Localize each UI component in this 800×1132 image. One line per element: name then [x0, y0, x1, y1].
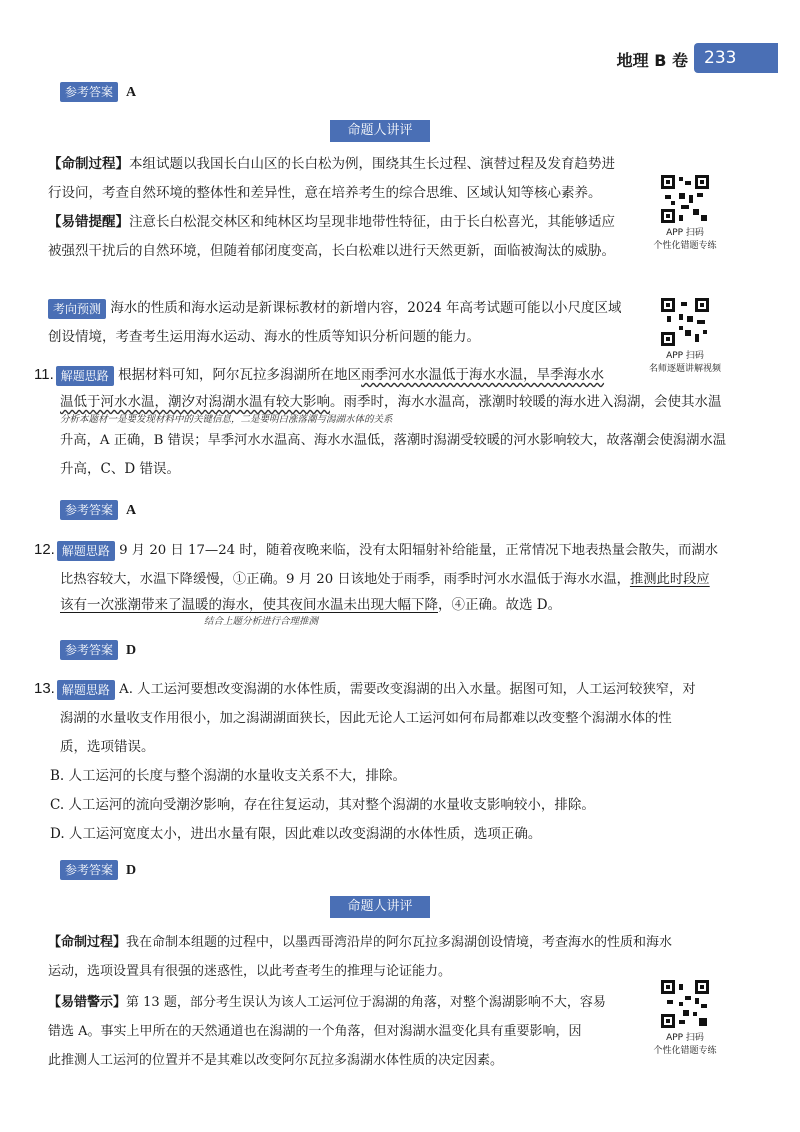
warning-line-3: 此推测人工运河的位置并不是其难以改变阿尔瓦拉多潟湖水体性质的决定因素。: [48, 1053, 504, 1068]
question-13: [34, 674, 740, 849]
q13-text: 潟湖的水量收支作用很小，加之潟湖湖面狭长，因此无论人工运河如何布局都难以改变整个潟湖水体的性: [60, 711, 672, 726]
subject-title: 地理 B 卷: [616, 51, 688, 70]
answer-tag: 参考答案: [60, 82, 118, 102]
q13-text: A. 人工运河要想改变潟湖的水体性质，需要改变潟湖的出入水量。据图可知，人工运河较狭窄，对: [119, 682, 696, 697]
qr-code-icon[interactable]: [661, 298, 709, 346]
answer-value: D: [126, 863, 137, 878]
qr-code-icon[interactable]: [661, 980, 709, 1028]
q12-text: 比热容较大，水温下降缓慢，①正确。9 月 20 日该地处于雨季，雨季时河水水温低于海水水温，: [60, 572, 630, 587]
process-line-2: 行设问，考查自然环境的整体性和差异性，意在培养考生的综合思维、区域认知等核心素养。: [48, 185, 602, 201]
handwritten-note: 结合上题分析进行合理推测: [204, 616, 319, 627]
answer-row: [60, 640, 136, 660]
q11-text: 升高，C、D 错误。: [60, 461, 180, 477]
qr-caption-2: 个性化错题专练: [653, 1046, 717, 1056]
process-line-2: 运动，选项设置具有很强的迷惑性，以此考查考生的推理与论证能力。: [48, 964, 452, 979]
answer-row: [60, 500, 136, 520]
q12-highlight: 该有一次涨潮带来了温暖的海水，使其夜间水温未出现大幅下降: [60, 597, 438, 613]
answer-value: A: [126, 503, 137, 518]
forecast-section: [48, 294, 633, 352]
warning-label: 【易错警示】: [48, 995, 127, 1010]
commentary-process: [48, 928, 748, 986]
answer-tag: 参考答案: [60, 500, 118, 520]
answer-value: A: [126, 85, 137, 100]
approach-tag: 解题思路: [57, 541, 115, 561]
approach-tag: 解题思路: [56, 366, 114, 386]
process-line-1: 我在命制本组题的过程中，以墨西哥湾沿岸的阿尔瓦拉多潟湖创设情境，考查海水的性质和海水: [126, 935, 673, 950]
process-label: 【命制过程】: [48, 935, 127, 950]
question-number: 12.: [34, 541, 55, 558]
question-11: [34, 360, 734, 484]
commentary-process: [48, 150, 628, 266]
commentary-warning: [48, 988, 633, 1075]
q12-text: ，④正确。故选 D。: [438, 597, 562, 613]
forecast-line-2: 创设情境，考查考生运用海水运动、海水的性质等知识分析问题的能力。: [48, 329, 480, 345]
q13-text: 质，选项错误。: [60, 739, 155, 755]
commentary-banner: 命题人讲评: [330, 896, 430, 918]
handwritten-note: 分析本题材一是要发现材料中的关键信息，二是要明白涨落潮与潟湖水体的关系: [60, 414, 393, 425]
answer-row: [60, 82, 136, 102]
answer-tag: 参考答案: [60, 640, 118, 660]
qr-caption-2: 个性化错题专练: [653, 241, 717, 251]
q11-highlight: 雨季河水水温低于海水水温，旱季海水水: [361, 367, 605, 383]
q12-highlight: 推测此时段应: [629, 572, 710, 587]
question-12: [34, 535, 740, 628]
option-b: B. 人工运河的长度与整个潟湖的水量收支关系不大，排除。: [50, 768, 407, 784]
qr-block[interactable]: [630, 980, 740, 1058]
pitfall-line-2: 被强烈干扰后的自然环境，但随着郁闭度变高，长白松难以进行天然更新，面临被淘汰的威胁。: [48, 243, 615, 259]
process-label: 【命制过程】: [48, 156, 129, 172]
approach-tag: 解题思路: [57, 680, 115, 700]
warning-line-2: 错选 A。事实上甲所在的天然通道也在潟湖的一个角落，但对潟湖水温变化具有重要影响，因: [48, 1024, 582, 1039]
q11-text: 。雨季时，海水水温高，涨潮时较暖的海水进入潟湖，会使其水温: [330, 394, 722, 410]
q11-highlight: 温低于河水水温，潮汐对潟湖水温有较大影响: [60, 394, 330, 410]
commentary-banner: 命题人讲评: [330, 120, 430, 142]
qr-block[interactable]: [630, 175, 740, 253]
qr-code-icon[interactable]: [661, 175, 709, 223]
forecast-tag: 考向预测: [48, 299, 106, 319]
warning-line-1: 第 13 题，部分考生误认为该人工运河位于潟湖的角落，对整个潟湖影响不大，容易: [126, 995, 606, 1010]
answer-row: [60, 860, 136, 880]
answer-value: D: [126, 643, 137, 658]
page-number: 233: [694, 43, 778, 73]
q11-text: 升高，A 正确，B 错误；旱季河水水温高、海水水温低，落潮时潟湖受较暖的河水影响较大，故落潮会使潟湖水温: [60, 433, 727, 448]
q12-text: 9 月 20 日 17—24 时，随着夜晚来临，没有太阳辐射补给能量，正常情况下地表热量会散失，而湖水: [119, 543, 719, 558]
question-number: 13.: [34, 680, 55, 697]
answer-tag: 参考答案: [60, 860, 118, 880]
qr-caption-1: APP 扫码: [666, 1033, 704, 1043]
option-c: C. 人工运河的流向受潮汐影响，存在往复运动，其对整个潟湖的水量收支影响较小，排除。: [50, 797, 595, 813]
option-d: D. 人工运河宽度太小，进出水量有限，因此难以改变潟湖的水体性质，选项正确。: [50, 826, 542, 842]
process-line-1: 本组试题以我国长白山区的长白松为例，围绕其生长过程、演替过程及发育趋势进: [129, 156, 615, 172]
q11-text: 根据材料可知，阿尔瓦拉多潟湖所在地区: [118, 367, 362, 383]
pitfall-line-1: 注意长白松混交林区和纯林区均呈现非地带性特征，由于长白松喜光，其能够适应: [129, 214, 615, 230]
question-number: 11.: [34, 366, 54, 383]
forecast-line-1: 海水的性质和海水运动是新课标教材的新增内容，2024 年高考试题可能以小尺度区域: [110, 300, 622, 316]
qr-caption-2: 名师逐题讲解视频: [648, 364, 721, 374]
qr-caption-1: APP 扫码: [666, 228, 704, 238]
qr-caption-1: APP 扫码: [666, 351, 704, 361]
pitfall-label: 【易错提醒】: [48, 214, 129, 230]
